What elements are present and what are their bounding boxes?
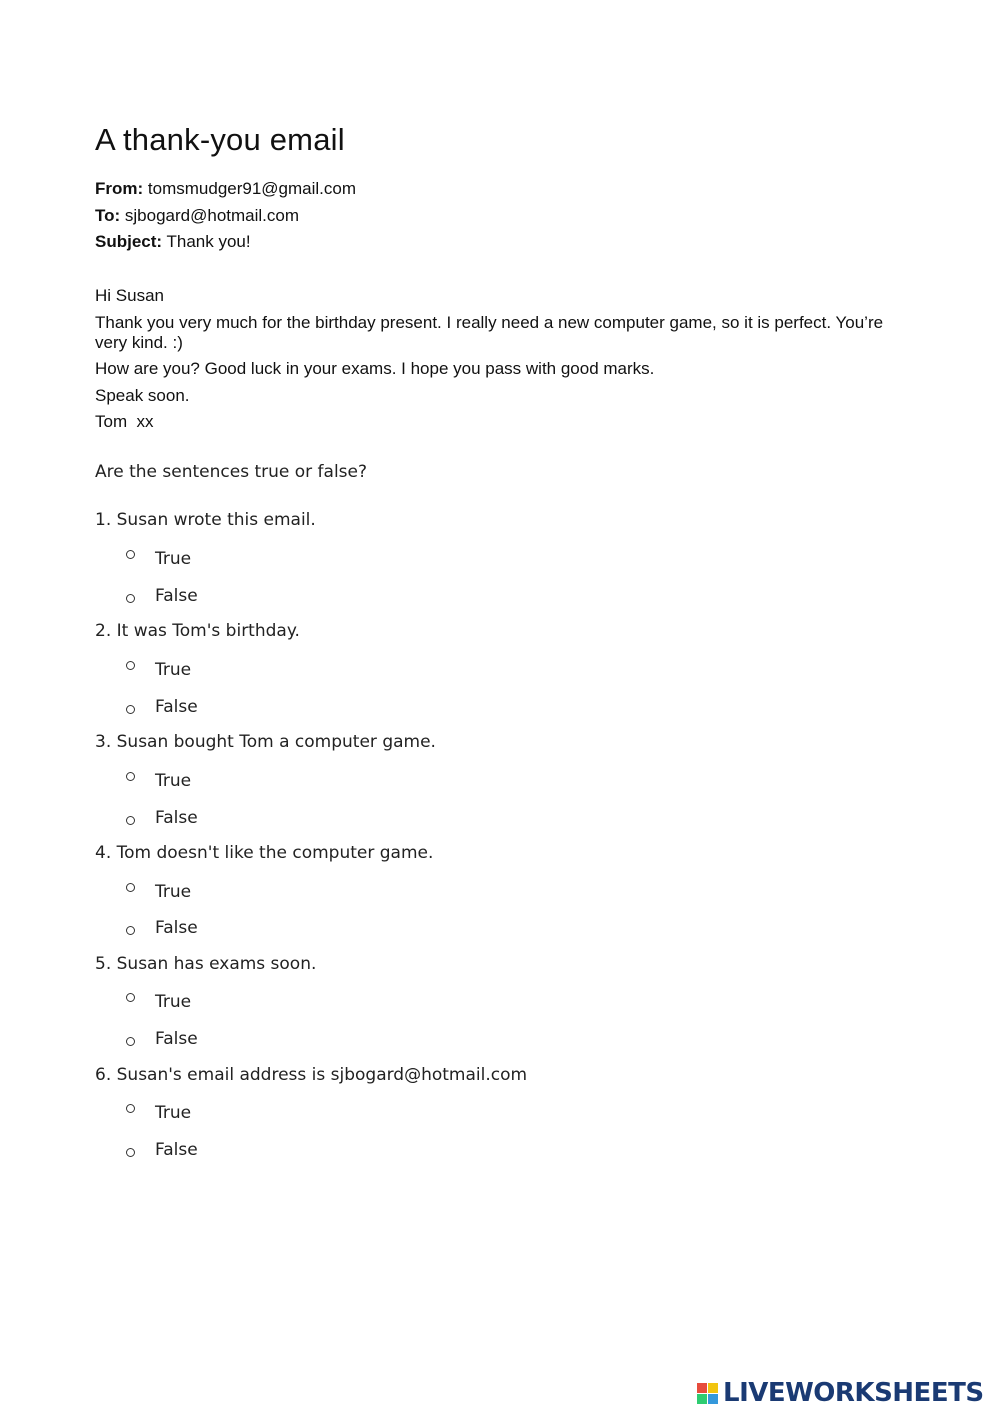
option-label: True (155, 771, 192, 791)
email-paragraph-thanks: Thank you very much for the birthday present. I really need a new computer game, so it is perfect. You’re very kind. :) (95, 313, 884, 352)
email-to-line (95, 206, 299, 226)
email-from-line (95, 179, 356, 199)
radio-icon[interactable] (126, 705, 135, 714)
email-paragraph-exams: How are you? Good luck in your exams. I hope you pass with good marks. (95, 359, 655, 378)
email-subject-line (95, 232, 251, 252)
radio-icon[interactable] (126, 1037, 135, 1046)
question-4: 4. Tom doesn't like the computer game. (95, 843, 434, 863)
radio-icon[interactable] (126, 1148, 135, 1157)
email-closing: Speak soon. (95, 386, 190, 405)
page-title: A thank-you email (95, 122, 345, 157)
from-address: tomsmudger91@gmail.com (147, 179, 357, 198)
radio-icon[interactable] (126, 816, 135, 825)
option-label: False (155, 1140, 198, 1160)
q5-option-true[interactable] (120, 992, 320, 1016)
to-address: sjbogard@hotmail.com (124, 206, 300, 225)
question-3: 3. Susan bought Tom a computer game. (95, 732, 436, 752)
option-label: True (155, 992, 192, 1012)
question-6: 6. Susan's email address is sjbogard@hotmail.com (95, 1065, 528, 1085)
email-signature: Tom xx (95, 412, 154, 431)
q4-option-true[interactable] (120, 882, 320, 906)
logo-text: LIVEWORKSHEETS (723, 1378, 984, 1408)
radio-icon[interactable] (126, 993, 135, 1002)
option-label: False (155, 1029, 198, 1049)
q6-option-false[interactable] (120, 1140, 320, 1164)
radio-icon[interactable] (126, 594, 135, 603)
option-label: False (155, 808, 198, 828)
q1-option-true[interactable] (120, 549, 320, 573)
liveworksheets-logo (697, 1378, 997, 1410)
option-label: True (155, 660, 192, 680)
q5-option-false[interactable] (120, 1029, 320, 1053)
q6-option-true[interactable] (120, 1103, 320, 1127)
question-1: 1. Susan wrote this email. (95, 510, 316, 530)
option-label: False (155, 918, 198, 938)
q4-option-false[interactable] (120, 918, 320, 942)
option-label: False (155, 586, 198, 606)
radio-icon[interactable] (126, 926, 135, 935)
to-label: To: (95, 206, 121, 225)
subject-value: Thank you! (166, 232, 251, 251)
radio-icon[interactable] (126, 772, 135, 781)
radio-icon[interactable] (126, 661, 135, 670)
subject-label: Subject: (95, 232, 163, 251)
radio-icon[interactable] (126, 550, 135, 559)
q3-option-true[interactable] (120, 771, 320, 795)
quiz-instruction: Are the sentences true or false? (95, 462, 368, 482)
option-label: False (155, 697, 198, 717)
from-label: From: (95, 179, 144, 198)
option-label: True (155, 1103, 192, 1123)
radio-icon[interactable] (126, 883, 135, 892)
q2-option-true[interactable] (120, 660, 320, 684)
option-label: True (155, 882, 192, 902)
logo-tiles-icon (697, 1383, 719, 1405)
question-5: 5. Susan has exams soon. (95, 954, 317, 974)
email-greeting: Hi Susan (95, 286, 164, 305)
q2-option-false[interactable] (120, 697, 320, 721)
q3-option-false[interactable] (120, 808, 320, 832)
radio-icon[interactable] (126, 1104, 135, 1113)
option-label: True (155, 549, 192, 569)
q1-option-false[interactable] (120, 586, 320, 610)
question-2: 2. It was Tom's birthday. (95, 621, 300, 641)
